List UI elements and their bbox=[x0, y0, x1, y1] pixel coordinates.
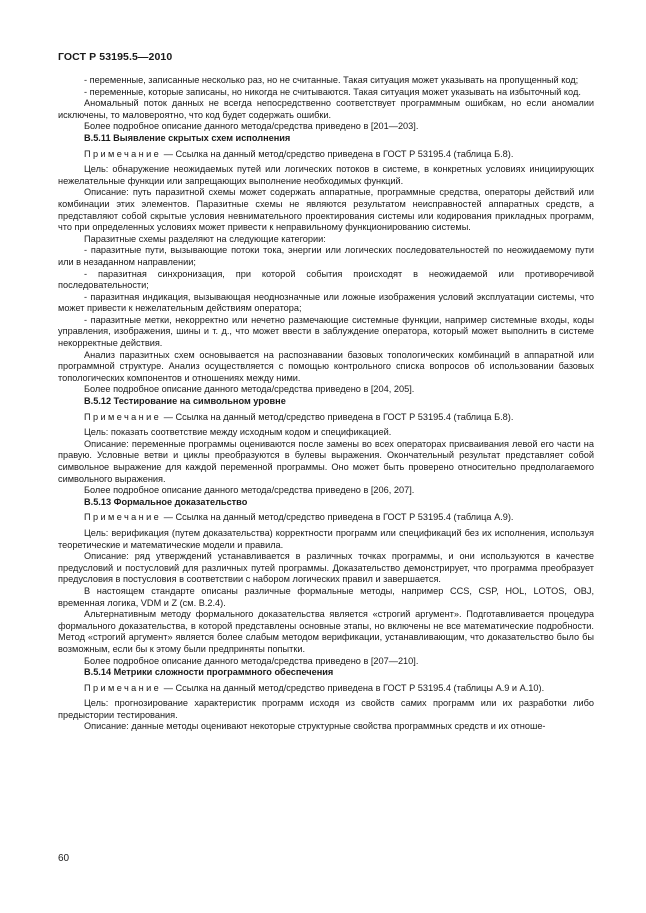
body-paragraph: Паразитные схемы разделяют на следующие категории: bbox=[84, 233, 326, 244]
body-paragraph: - переменные, записанные несколько раз, но не считанные. Такая ситуация может указывать на пропущенный код; bbox=[84, 75, 579, 85]
body-paragraph: - паразитные пути, вызывающие потоки тока, энергии или логических последовательностей по неожидаемому пути или в незаданном направлении; bbox=[58, 245, 594, 267]
body-paragraph: Описание: переменные программы оцениваются после замены во всех операторах присваивания левой его части на правую. Условные ветви и циклы преобразуются в булевы выражения. Окончательный результат представляет собой символьное выражение для каждой переменной программы. Оно может быть проверено относительно предполагаемого символьного выражения. bbox=[58, 438, 594, 484]
body-paragraph: Более подробное описание данного метода/средства приведено в [201—203]. bbox=[84, 121, 419, 132]
body-paragraph: Описание: ряд утверждений устанавливается в различных точках программы, и они используются в качестве предусловий и постусловий для различных путей программы. Доказательство демонстрирует, что программа преобразует предусловия в постусловия в соответствии с набором логических правил и завершается. bbox=[58, 551, 594, 585]
section-heading: B.5.13 Формальное доказательство bbox=[84, 496, 248, 507]
note-text: — Ссылка на данный метод/средство приведена в ГОСТ Р 53195.4 (таблица Б.8). bbox=[161, 148, 514, 159]
body-paragraph: - паразитная синхронизация, при которой события происходят в неожидаемой или противоречивой последовательности; bbox=[58, 268, 594, 291]
body-paragraph: Цель: показать соответствие между исходным кодом и спецификацией. bbox=[84, 427, 392, 438]
note-paragraph bbox=[58, 412, 594, 424]
body-paragraph: В настоящем стандарте описаны различные формальные методы, например CCS, CSP, HOL, LOTOS, OBJ, временная логика, VDM и Z (см. B.2.4). bbox=[58, 585, 594, 608]
body-paragraph: Более подробное описание данного метода/средства приведено в [207—210]. bbox=[84, 655, 419, 666]
section-heading: B.5.12 Тестирование на символьном уровне bbox=[84, 396, 286, 407]
note-label: Примечание bbox=[84, 148, 162, 159]
note-label: Примечание bbox=[84, 512, 162, 523]
section-heading: B.5.11 Выявление скрытых схем исполнения bbox=[84, 132, 291, 143]
body-paragraph: - паразитная индикация, вызывающая неоднозначные или ложные изображения условий эксплуатации системы, что может привести к нежелательным действиям оператора; bbox=[58, 291, 594, 314]
page-number: 60 bbox=[58, 853, 70, 864]
body-paragraph: Более подробное описание данного метода/средства приведено в [206, 207]. bbox=[84, 485, 415, 496]
body-paragraph: - паразитные метки, некорректно или нечетно размечающие системные функции, например системные входы, коды управления, изображения, шины и т. д., что может ввести в заблуждение оператора, который может выполнить в системе некорректные действия. bbox=[58, 314, 594, 349]
note-label: Примечание bbox=[84, 411, 162, 422]
body-paragraph: Аномальный поток данных не всегда непосредственно соответствует программным ошибкам, но если аномалии исключены, то маловероятно, что код будет содержать ошибки. bbox=[58, 98, 594, 120]
body-paragraph: Цель: прогнозирование характеристик программ исходя из свойств самих программ или их разработки либо предыстории тестирования. bbox=[58, 698, 594, 720]
note-paragraph bbox=[58, 683, 594, 695]
note-paragraph bbox=[58, 149, 594, 161]
body-paragraph: Описание: данные методы оценивают некоторые структурные свойства программных средств и их отноше- bbox=[84, 721, 546, 732]
body-paragraph: - переменные, которые записаны, но никогда не считываются. Такая ситуация может указывать на избыточный код. bbox=[84, 86, 581, 97]
note-label: Примечание bbox=[84, 682, 162, 693]
note-paragraph bbox=[58, 512, 594, 524]
body-paragraph: Цель: верификация (путем доказательства) корректности программ или спецификаций без их исполнения, используя теоретические и математические модели и правила. bbox=[58, 527, 594, 550]
body-paragraph: Альтернативным методу формального доказательства является «строгий аргумент». Подготавливается процедура формального доказательства, в которой представлены основные этапы, но включены не все математические подробности. Метод «строгий аргумент» является более слабым методом верификации, устанавливающим, что доказательство было бы возможным, если бы к этому были предприняты попытки. bbox=[58, 609, 594, 654]
note-text: — Ссылка на данный метод/средство приведена в ГОСТ Р 53195.4 (таблица А.9). bbox=[161, 512, 514, 523]
document-body bbox=[58, 75, 594, 733]
document-header: ГОСТ Р 53195.5—2010 bbox=[58, 51, 173, 63]
note-text: — Ссылка на данный метод/средство приведена в ГОСТ Р 53195.4 (таблица Б.8). bbox=[161, 411, 514, 422]
body-paragraph: Описание: путь паразитной схемы может содержать аппаратные, программные средства, операторы действий или комбинации этих элементов. Паразитные схемы не являются результатом неисправностей аппаратных средств, а представляют собой скрытые условия невнимательного проектирования системы или кодирования прикладных программ, что при определенных условиях может привести к неправильному функционированию системы. bbox=[58, 187, 594, 233]
section-heading: B.5.14 Метрики сложности программного обеспечения bbox=[84, 667, 334, 678]
body-paragraph: Цель: обнаружение неожидаемых путей или логических потоков в системе, в конкретных условиях инициирующих нежелательные функции или запрещающих выполнение необходимых функций. bbox=[58, 164, 594, 186]
note-text: — Ссылка на данный метод/средство приведена в ГОСТ Р 53195.4 (таблицы А.9 и А.10). bbox=[161, 682, 545, 693]
body-paragraph: Более подробное описание данного метода/средства приведено в [204, 205]. bbox=[84, 384, 415, 395]
body-paragraph: Анализ паразитных схем основывается на распознавании базовых топологических комбинаций в аппаратной или программной структуре. Анализ осуществляется с помощью контрольного списка вопросов об использовании базовых топологических компонентов и отношениях между ними. bbox=[58, 349, 594, 383]
